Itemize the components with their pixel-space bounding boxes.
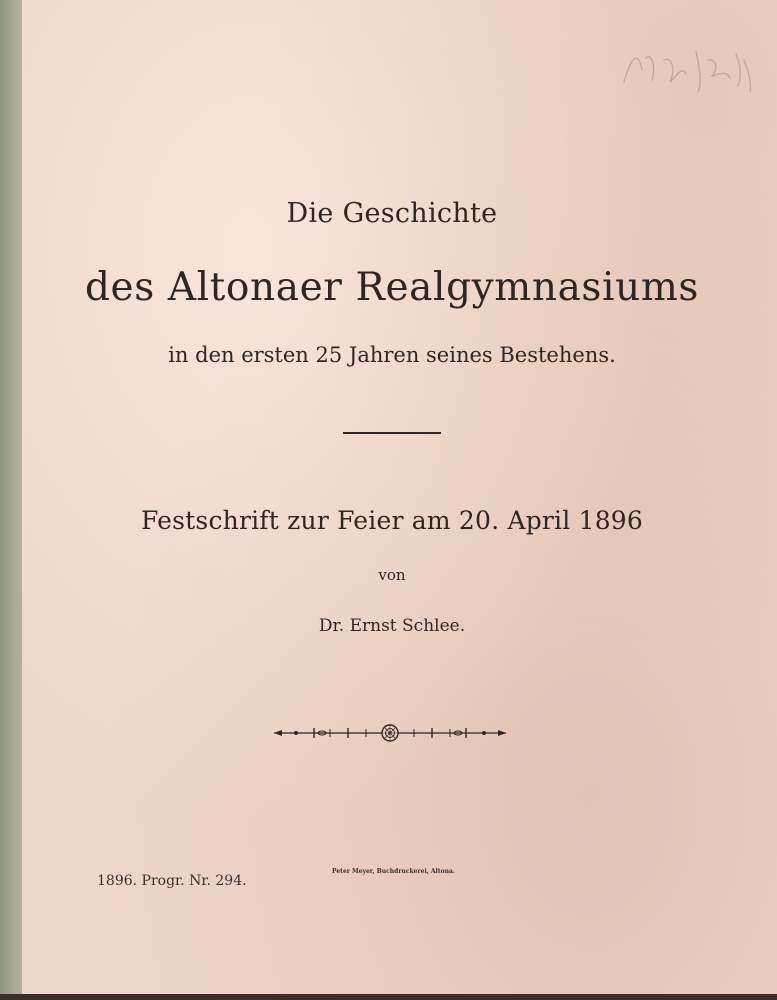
main-title: des Altonaer Realgymnasiums [84,265,700,310]
pencil-annotation-mark [612,30,762,110]
book-spine-edge [0,0,22,1000]
author-name: Dr. Ernst Schlee. [318,616,466,636]
printer-imprint: Peter Meyer, Buchdruckerei, Altona. [332,868,455,875]
occasion-line: Festschrift zur Feier am 20. April 1896 [140,506,644,535]
title-page-sheet [22,0,777,994]
divider-rule [343,432,441,434]
by-label: von [378,566,406,584]
decorative-ornament-icon [270,722,510,744]
program-number: 1896. Progr. Nr. 294. [97,873,247,889]
title-line-1: Die Geschichte [286,198,498,229]
page-bottom-edge [0,994,777,1000]
subtitle: in den ersten 25 Jahren seines Bestehens. [168,343,616,367]
